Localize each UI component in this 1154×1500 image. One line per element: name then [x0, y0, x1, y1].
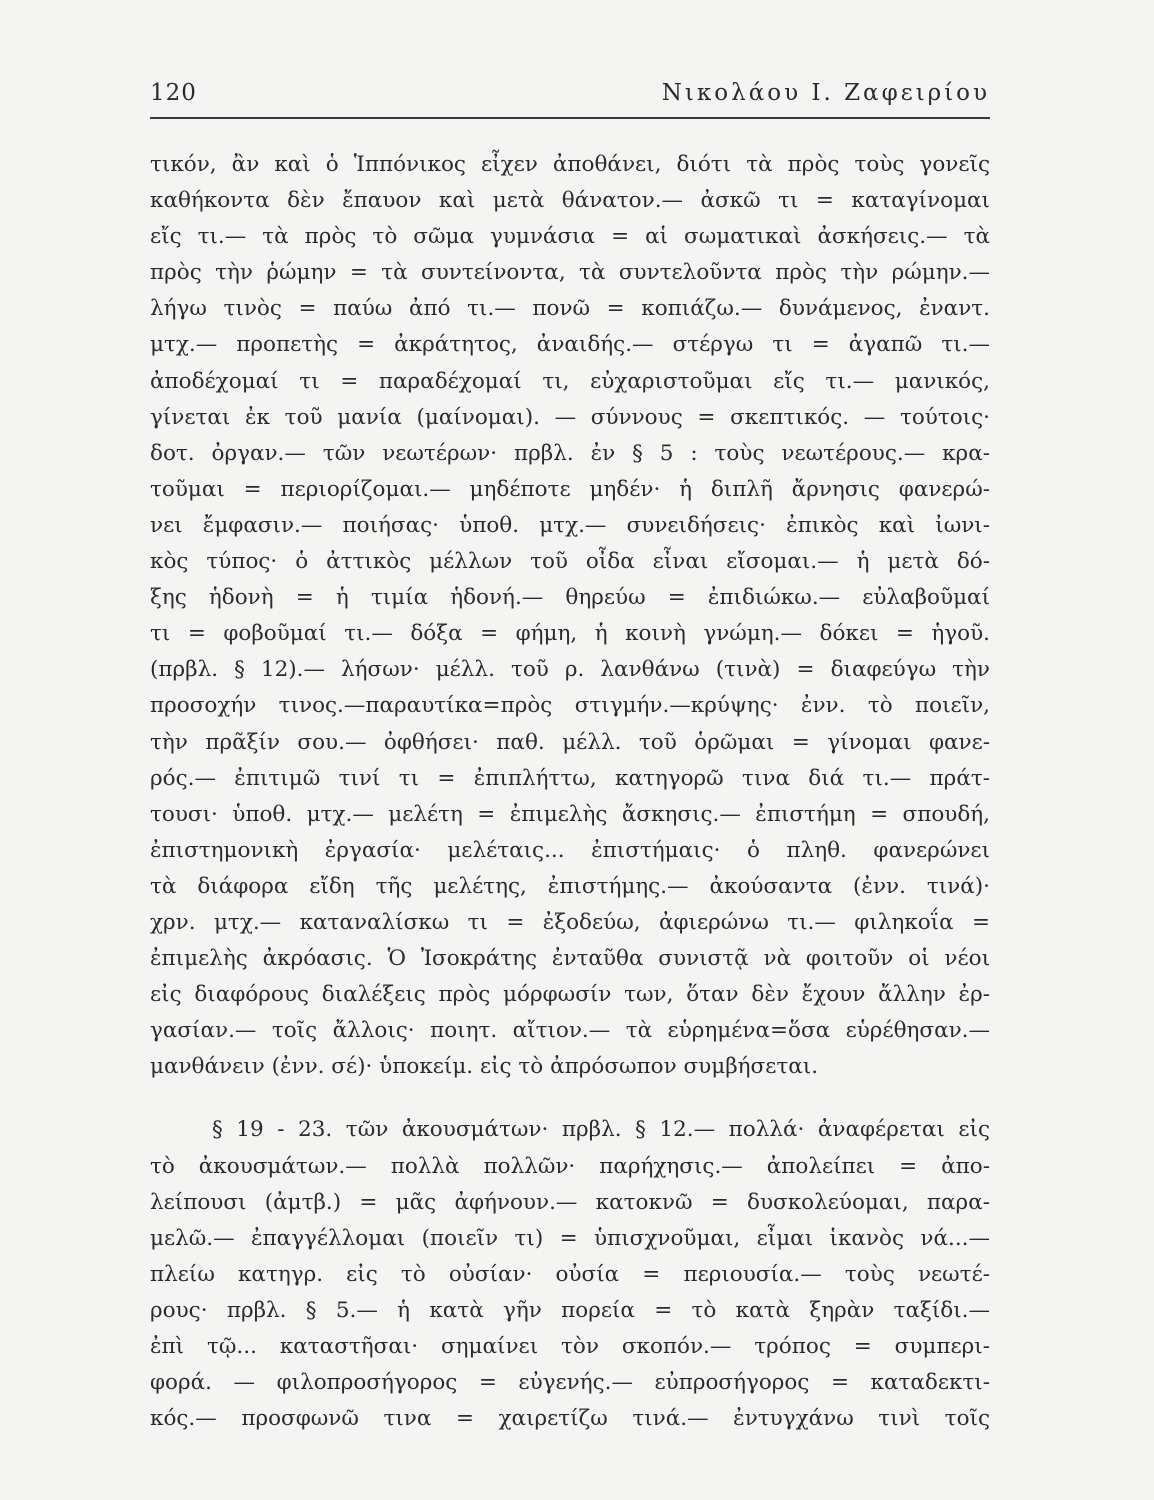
page-header [150, 80, 990, 116]
text-line: λήγω τινὸς = παύω ἀπό τι.— πονῶ = κοπιάζω.— δυνάμενος, ἐναντ. [150, 296, 990, 322]
text-line: μτχ.— προπετὴς = ἀκράτητος, ἀναιδής.— στέργω τι = ἀγαπῶ τι.— [150, 332, 990, 358]
text-line: γίνεται ἐκ τοῦ μανία (μαίνομαι). — σύννους = σκεπτικός. — τούτοις· [150, 404, 990, 430]
text-line: δοτ. ὀργαν.— τῶν νεωτέρων· πρβλ. ἐν § 5 : τοὺς νεωτέρους.— κρα- [150, 440, 990, 466]
text-line: εἴς τι.— τὰ πρὸς τὸ σῶμα γυμνάσια = αἱ σωματικαὶ ἀσκήσεις.— τὰ [150, 224, 990, 250]
text-line: εἰς διαφόρους διαλέξεις πρὸς μόρφωσίν των, ὅταν δὲν ἔχουν ἄλλην ἐρ- [150, 982, 990, 1008]
text-line: κός.— προσφωνῶ τινα = χαιρετίζω τινά.— ἐντυγχάνω τινὶ τοῖς [150, 1406, 990, 1432]
text-line: τικόν, ἂν καὶ ὁ Ἱππόνικος εἶχεν ἀποθάνει, διότι τὰ πρὸς τοὺς γονεῖς [150, 152, 990, 177]
text-line: ξης ἡδονὴ = ἡ τιμία ἡδονή.— θηρεύω = ἐπιδιώκω.— εὐλαβοῦμαί [150, 585, 990, 611]
text-line: ἀποδέχομαί τι = παραδέχομαί τι, εὐχαριστοῦμαι εἴς τι.— μανικός, [150, 368, 990, 394]
text-line: τοῦμαι = περιορίζομαι.— μηδέποτε μηδέν· ἡ διπλῆ ἄρνησις φανερώ- [150, 476, 990, 502]
text-line: προσοχήν τινος.—παραυτίκα=πρὸς στιγμήν.—κρύψης· ἐνν. τὸ ποιεῖν, [150, 693, 990, 719]
text-line: μανθάνειν (ἐνν. σέ)· ὑποκείμ. εἰς τὸ ἀπρόσωπον συμβήσεται. [150, 1054, 819, 1080]
text-line: φορά. — φιλοπροσήγορος = εὐγενής.— εὐπροσήγορος = καταδεκτι- [150, 1370, 990, 1396]
text-line: λείπουσι (ἀμτβ.) = μᾶς ἀφήνουν.— κατοκνῶ = δυσκολεύομαι, παρα- [150, 1189, 990, 1215]
paragraph-1 [150, 147, 990, 1085]
text-line: τὸ ἀκουσμάτων.— πολλὰ πολλῶν· παρήχησις.— ἀπολείπει = ἀπο- [150, 1153, 990, 1179]
running-head: Νικολάου Ι. Ζαφειρίου [661, 80, 990, 106]
text-line: § 19 - 23. τῶν ἀκουσμάτων· πρβλ. § 12.— πολλά· ἀναφέρεται εἰς [212, 1117, 990, 1143]
text-line: ἐπὶ τῷ... καταστῆσαι· σημαίνει τὸν σκοπόν.— τρόπος = συμπερι- [150, 1334, 990, 1359]
text-line: νει ἔμφασιν.— ποιήσας· ὑποθ. μτχ.— συνειδήσεις· ἐπικὸς καὶ ἰωνι- [150, 512, 990, 538]
text-line: τὴν πρᾶξίν σου.— ὀφθήσει· παθ. μέλλ. τοῦ ὁρῶμαι = γίνομαι φανε- [150, 729, 990, 755]
text-line: χρν. μτχ.— καταναλίσκω τι = ἐξοδεύω, ἀφιερώνω τι.— φιληκοΐα = [150, 909, 990, 935]
text-line: πλείω κατηγρ. εἰς τὸ οὐσίαν· οὐσία = περιουσία.— τοὺς νεωτέ- [150, 1261, 990, 1287]
text-line: ρους· πρβλ. § 5.— ἡ κατὰ γῆν πορεία = τὸ κατὰ ξηρὰν ταξίδι.— [150, 1297, 990, 1323]
body-text [150, 147, 990, 1437]
header-rule [150, 117, 990, 119]
text-line: καθήκοντα δὲν ἔπαυον καὶ μετὰ θάνατον.— ἀσκῶ τι = καταγίνομαι [150, 188, 990, 214]
text-line: γασίαν.— τοῖς ἄλλοις· ποιητ. αἴτιον.— τὰ εὑρημένα=ὅσα εὑρέθησαν.— [150, 1018, 990, 1044]
text-line: ἐπιστημονικὴ ἐργασία· μελέταις... ἐπιστήμαις· ὁ πληθ. φανερώνει [150, 837, 990, 863]
text-line: πρὸς τὴν ῥώμην = τὰ συντείνοντα, τὰ συντελοῦντα πρὸς τὴν ρώμην.— [150, 260, 990, 286]
text-line: μελῶ.— ἐπαγγέλλομαι (ποιεῖν τι) = ὑπισχνοῦμαι, εἶμαι ἱκανὸς νά...— [150, 1225, 990, 1251]
text-line: τι = φοβοῦμαί τι.— δόξα = φήμη, ἡ κοινὴ γνώμη.— δόκει = ἡγοῦ. [150, 621, 990, 647]
text-line: τουσι· ὑποθ. μτχ.— μελέτη = ἐπιμελὴς ἄσκησις.— ἐπιστήμη = σπουδή, [150, 801, 990, 827]
paragraph-2 [150, 1112, 990, 1437]
page-number: 120 [150, 80, 197, 106]
text-line: κὸς τύπος· ὁ ἀττικὸς μέλλων τοῦ οἶδα εἶναι εἴσομαι.— ἡ μετὰ δό- [150, 549, 990, 575]
text-line: τὰ διάφορα εἴδη τῆς μελέτης, ἐπιστήμης.— ἀκούσαντα (ἐνν. τινά)· [150, 873, 990, 899]
paragraph-gap [150, 1085, 990, 1112]
text-line: (πρβλ. § 12).— λήσων· μέλλ. τοῦ ρ. λανθάνω (τινὰ) = διαφεύγω τὴν [150, 657, 990, 683]
text-line: ἐπιμελὴς ἀκρόασις. Ὁ Ἰσοκράτης ἐνταῦθα συνιστᾷ νὰ φοιτοῦν οἱ νέοι [150, 946, 990, 972]
text-line: ρός.— ἐπιτιμῶ τινί τι = ἐπιπλήττω, κατηγορῶ τινα διά τι.— πράτ- [150, 765, 990, 791]
